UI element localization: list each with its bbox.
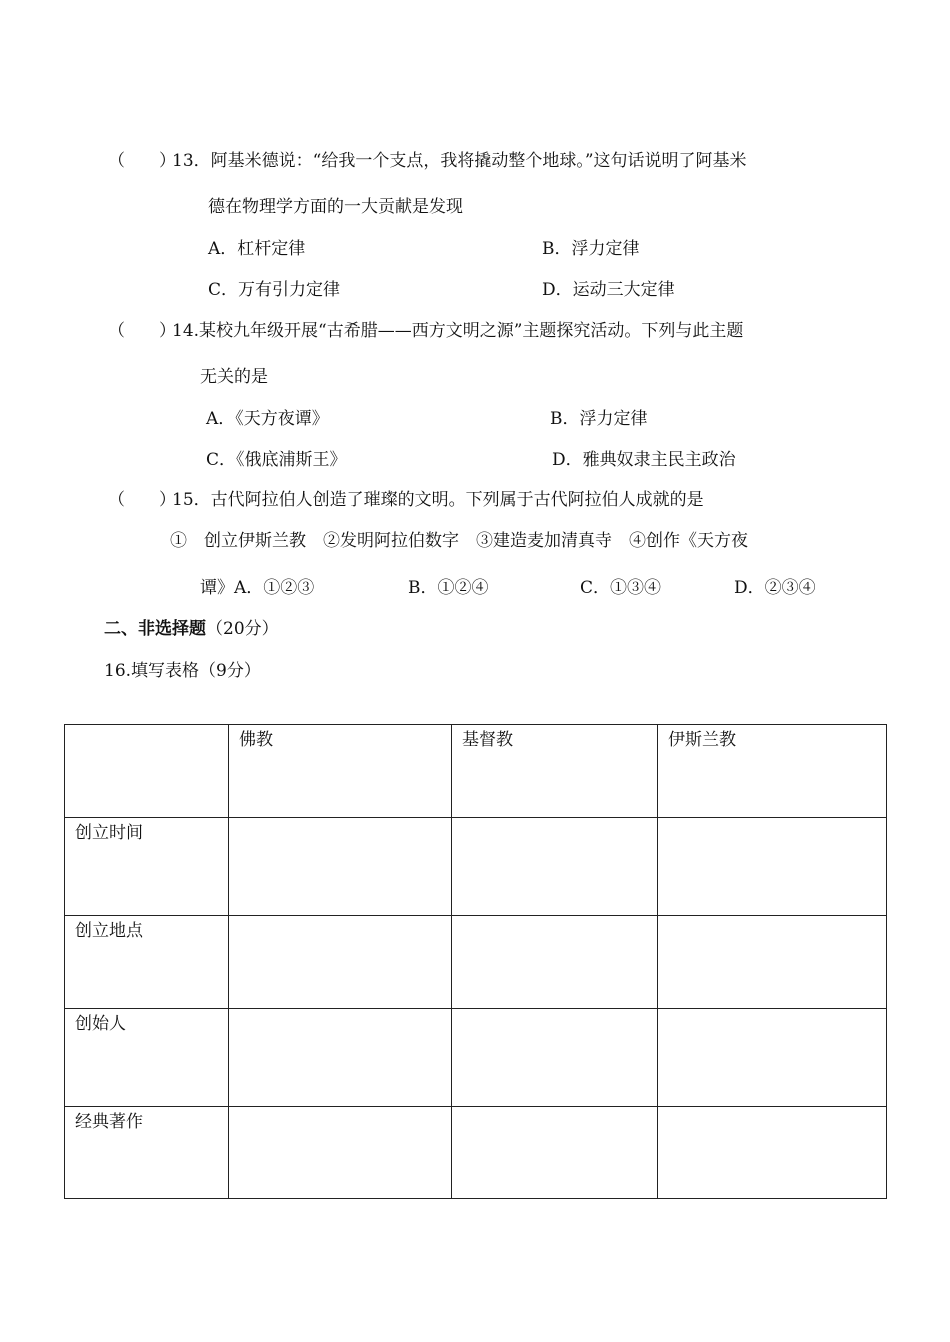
question-text-continued: 德在物理学方面的一大贡献是发现 (208, 197, 463, 217)
header-cell-christianity: 基督教 (452, 725, 658, 818)
answer-cell[interactable] (658, 1107, 887, 1199)
row-label: 创立地点 (65, 916, 229, 1009)
answer-cell[interactable] (452, 1009, 658, 1107)
answer-cell[interactable] (229, 1009, 452, 1107)
section-heading (104, 618, 279, 640)
answer-cell[interactable] (229, 1107, 452, 1199)
answer-cell[interactable] (452, 916, 658, 1009)
option-b: B．①②④ (408, 578, 489, 598)
answer-cell[interactable] (658, 916, 887, 1009)
option-b: B．浮力定律 (550, 409, 648, 429)
statement-list-end-option-a: 谭》A．①②③ (200, 578, 315, 598)
answer-bracket: （ ） (108, 321, 176, 341)
row-label: 创始人 (65, 1009, 229, 1107)
header-cell-buddhism: 佛教 (229, 725, 452, 818)
answer-cell[interactable] (658, 818, 887, 916)
option-d: D．雅典奴隶主民主政治 (552, 450, 736, 470)
option-a: A．《天方夜谭》 (206, 409, 329, 429)
statement-list: ① 创立伊斯兰教 ②发明阿拉伯数字 ③建造麦加清真寺 ④创作《天方夜 (170, 531, 748, 551)
row-label: 创立时间 (65, 818, 229, 916)
table-row (65, 1009, 887, 1107)
section-title: 二、非选择题 (104, 619, 206, 639)
answer-bracket: （ ） (108, 151, 176, 171)
question-16-title: 16.填写表格（9分） (104, 661, 261, 681)
table-row (65, 1107, 887, 1199)
answer-cell[interactable] (229, 916, 452, 1009)
question-text: 14.某校九年级开展“古希腊——西方文明之源”主题探究活动。下列与此主题 (172, 321, 744, 341)
header-cell-empty (65, 725, 229, 818)
answer-cell[interactable] (452, 1107, 658, 1199)
option-c: C．①③④ (580, 578, 662, 598)
option-d: D．②③④ (734, 578, 816, 598)
option-a: A．杠杆定律 (208, 239, 306, 259)
option-c: C．《俄底浦斯王》 (206, 450, 347, 470)
table-row (65, 818, 887, 916)
fill-in-table (64, 724, 887, 1199)
question-text: 13．阿基米德说：“给我一个支点，我将撬动整个地球。”这句话说明了阿基米 (172, 151, 747, 171)
question-text-continued: 无关的是 (200, 367, 268, 387)
header-cell-islam: 伊斯兰教 (658, 725, 887, 818)
row-label: 经典著作 (65, 1107, 229, 1199)
table-header-row (65, 725, 887, 818)
option-c: C．万有引力定律 (208, 280, 341, 300)
section-score: （20分） (206, 619, 279, 639)
answer-cell[interactable] (658, 1009, 887, 1107)
answer-cell[interactable] (452, 818, 658, 916)
option-d: D．运动三大定律 (542, 280, 675, 300)
option-b: B．浮力定律 (542, 239, 640, 259)
table-row (65, 916, 887, 1009)
question-text: 15．古代阿拉伯人创造了璀璨的文明。下列属于古代阿拉伯人成就的是 (172, 490, 704, 510)
answer-cell[interactable] (229, 818, 452, 916)
answer-bracket: （ ） (108, 490, 176, 510)
